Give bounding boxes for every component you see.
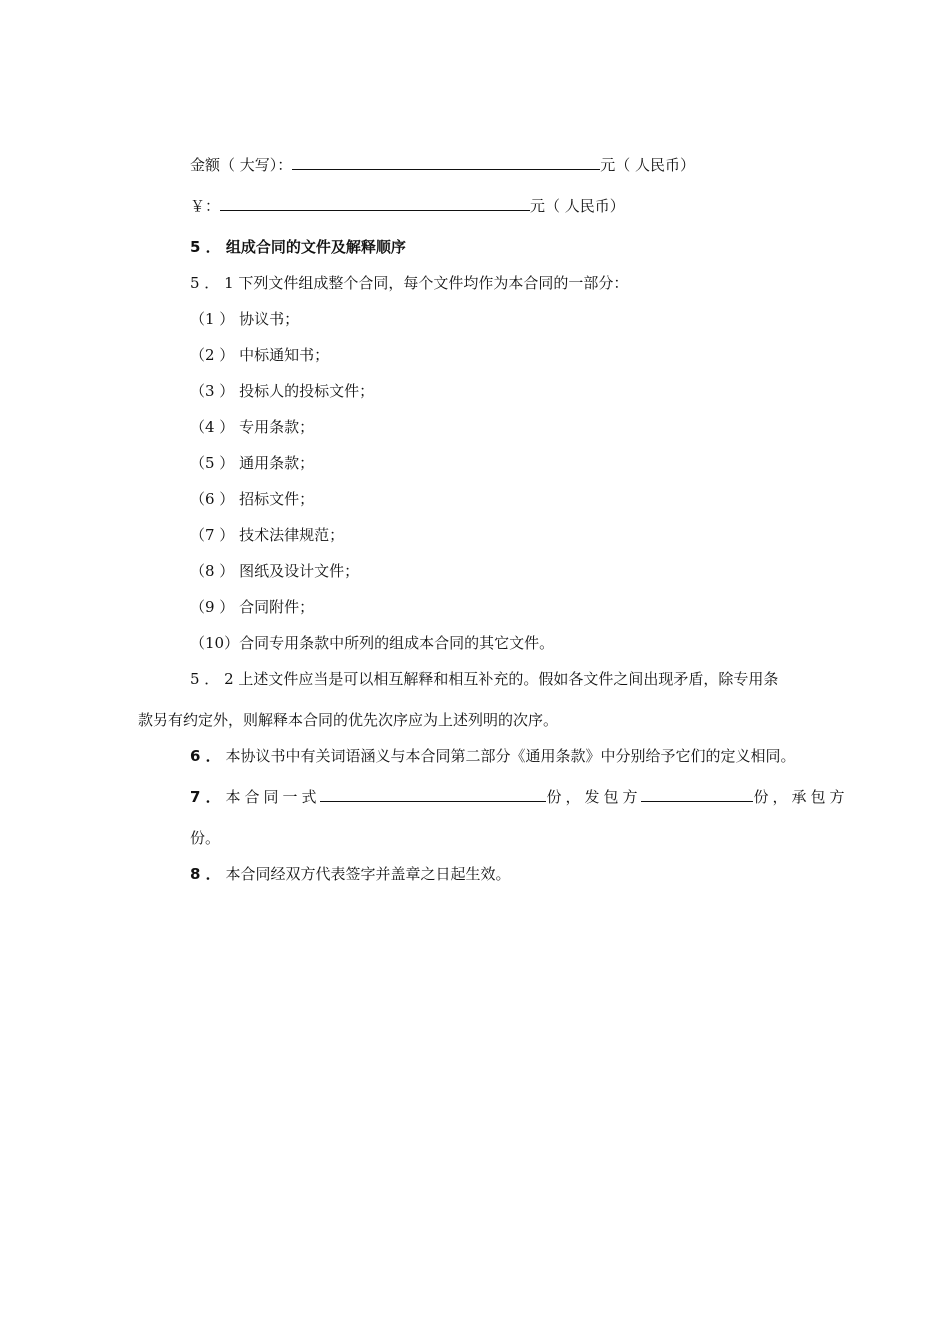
clause-5-2-line2: 款另有约定外，则解释本合同的优先次序应为上述列明的次序。 [138, 711, 559, 729]
section6-text: 本协议书中有关词语涵义与本合同第二部分《通用条款》中分别给予它们的定义相同。 [225, 747, 796, 765]
section6-paragraph [190, 746, 795, 766]
section6-number: 6 ． [190, 747, 221, 765]
clause-5-1: 5 ． 1 下列文件组成整个合同，每个文件均作为本合同的一部分： [190, 274, 629, 292]
list-item: （9 ） 合同附件； [190, 598, 315, 616]
section7-paragraph [190, 787, 849, 807]
clause-5-2-line1: 5 ． 2 上述文件应当是可以相互解释和相互补充的。假如各文件之间出现矛盾，除专用条 [190, 670, 779, 688]
list-item: （6 ） 招标文件； [190, 490, 315, 508]
amount-words-suffix: 元（ 人民币） [600, 156, 696, 174]
amount-words-label: 金额（ 大写）： [190, 156, 293, 174]
list-item: （3 ） 投标人的投标文件； [190, 382, 375, 400]
section8-number: 8 ． [190, 865, 221, 883]
amount-figure-label: ￥： [190, 197, 221, 215]
section8-text: 本合同经双方代表签字并盖章之日起生效。 [225, 865, 511, 883]
list-item: （5 ） 通用条款； [190, 454, 315, 472]
list-item: （1 ） 协议书； [190, 310, 300, 328]
list-item: （2 ） 中标通知书； [190, 346, 330, 364]
amount-figure-suffix: 元（ 人民币） [530, 197, 625, 215]
amount-words-blank[interactable] [292, 155, 600, 170]
section8-paragraph [190, 864, 510, 884]
copies-total-blank[interactable] [320, 787, 546, 802]
list-item: （7 ） 技术法律规范； [190, 526, 345, 544]
section7-text-c: 份，承包方 [753, 788, 849, 806]
amount-figure-line [190, 196, 625, 216]
list-item: （8 ） 图纸及设计文件； [190, 562, 360, 580]
section5-heading: 5 ． 组成合同的文件及解释顺序 [190, 238, 406, 256]
section7-text-d: 份。 [190, 829, 221, 847]
section7-number: 7 ． [190, 788, 221, 806]
list-item: （10）合同专用条款中所列的组成本合同的其它文件。 [190, 634, 555, 652]
amount-figure-blank[interactable] [220, 196, 530, 211]
list-item: （4 ） 专用条款； [190, 418, 315, 436]
section7-text-b: 份，发包方 [546, 788, 642, 806]
amount-words-line [190, 155, 695, 175]
section7-text-a: 本合同一式 [225, 788, 321, 806]
copies-employer-blank[interactable] [641, 787, 753, 802]
